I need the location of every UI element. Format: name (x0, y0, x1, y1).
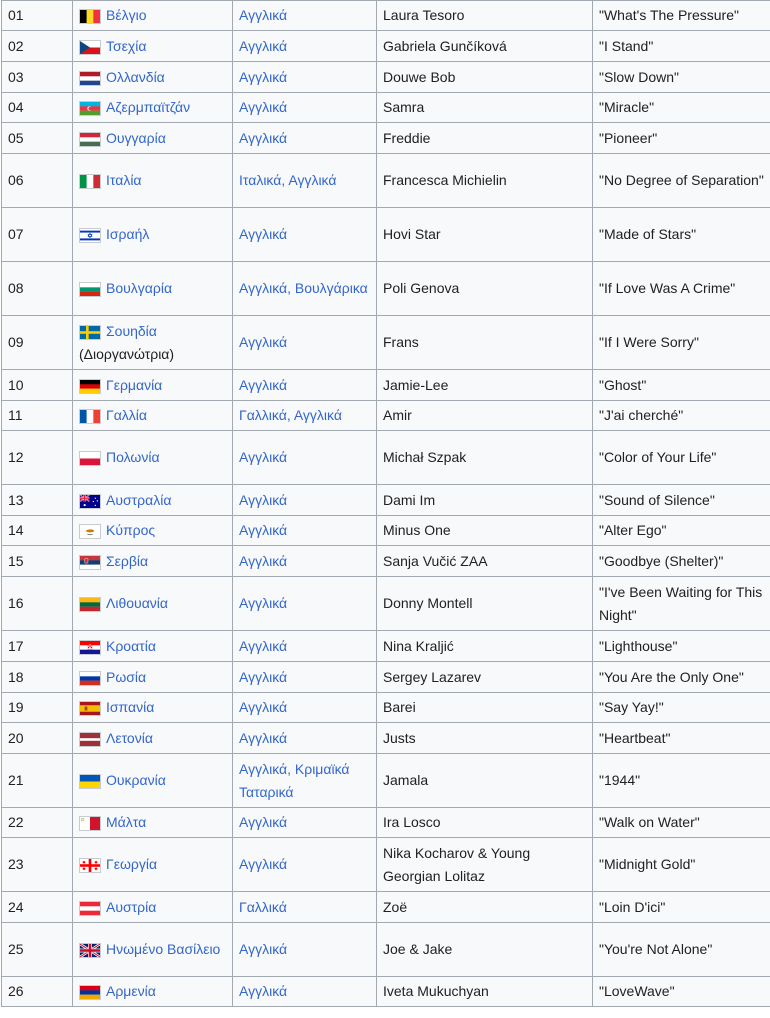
artist-name: Laura Tesoro (383, 7, 465, 23)
country-link[interactable]: Ουγγαρία (106, 129, 166, 146)
artist-cell (377, 754, 593, 808)
table-row (2, 516, 770, 546)
country-link[interactable]: Γαλλία (106, 407, 148, 423)
belgium-flag-icon (79, 9, 101, 24)
language-cell (233, 662, 377, 693)
song-title: "I Stand" (593, 31, 770, 62)
country-link[interactable]: Κύπρος (106, 522, 156, 538)
language-link[interactable]: Αγγλικά, Βουλγάρικα (239, 280, 368, 296)
country-cell (73, 62, 233, 93)
entry-number: 15 (2, 546, 73, 577)
language-link[interactable]: Αγγλικά (239, 668, 288, 685)
bulgaria-flag-icon (79, 282, 101, 297)
artist-name: Joe & Jake (383, 941, 453, 957)
artist-name: Douwe Bob (383, 68, 456, 85)
australia-flag-icon (79, 494, 101, 509)
artist-cell (377, 485, 593, 516)
table-row (2, 577, 770, 631)
country-cell (73, 485, 233, 516)
entry-number: 23 (2, 838, 73, 892)
czech-flag-icon (79, 40, 101, 55)
song-title: "If I Were Sorry" (593, 316, 770, 370)
artist-name: Hovi Star (383, 226, 441, 242)
malta-flag-icon (79, 816, 101, 831)
table-row (2, 485, 770, 516)
artist-cell (377, 208, 593, 262)
artist-name: Jamie-Lee (383, 376, 449, 393)
artist-name: Freddie (383, 129, 431, 146)
country-link[interactable]: Ηνωμένο Βασίλειο (106, 941, 221, 957)
language-cell (233, 808, 377, 838)
russia-flag-icon (79, 671, 101, 686)
country-cell (73, 808, 233, 838)
artist-cell (377, 977, 593, 1007)
artist-name: Nika Kocharov & Young Georgian Lolitaz (383, 844, 531, 884)
language-link[interactable]: Αγγλικά (239, 449, 288, 465)
language-link[interactable]: Αγγλικά (239, 729, 288, 746)
entries-table-body (2, 1, 770, 1007)
georgia-flag-icon (79, 858, 101, 873)
artist-cell (377, 693, 593, 723)
language-link[interactable]: Αγγλικά (239, 983, 288, 999)
country-link[interactable]: Αρμενία (106, 983, 156, 999)
artist-cell (377, 93, 593, 123)
table-row (2, 401, 770, 431)
table-row (2, 754, 770, 808)
country-cell (73, 838, 233, 892)
entry-number: 12 (2, 431, 73, 485)
artist-name: Dami Im (383, 491, 436, 508)
language-link[interactable]: Αγγλικά (239, 522, 288, 538)
croatia-flag-icon (79, 640, 101, 655)
country-link[interactable]: Ισπανία (106, 699, 155, 715)
artist-cell (377, 662, 593, 693)
country-cell (73, 123, 233, 154)
entry-number: 25 (2, 923, 73, 977)
artist-cell (377, 262, 593, 316)
entry-number: 01 (2, 1, 73, 31)
language-cell (233, 93, 377, 123)
song-title: "Sound of Silence" (593, 485, 770, 516)
table-row (2, 546, 770, 577)
table-row (2, 431, 770, 485)
host-note: (Διοργανώτρια) (79, 345, 175, 362)
language-cell (233, 892, 377, 923)
song-title: "Slow Down" (593, 62, 770, 93)
language-link[interactable]: Αγγλικά (239, 226, 288, 242)
entry-number: 10 (2, 370, 73, 401)
song-title: "Color of Your Life" (593, 431, 770, 485)
entry-number: 06 (2, 154, 73, 208)
language-cell (233, 31, 377, 62)
artist-name: Nina Kraljić (383, 637, 454, 654)
language-cell (233, 516, 377, 546)
song-title: "Made of Stars" (593, 208, 770, 262)
entry-number: 24 (2, 892, 73, 923)
country-link[interactable]: Ιταλία (106, 172, 142, 188)
entry-number: 07 (2, 208, 73, 262)
song-title: "Loin D'ici" (593, 892, 770, 923)
country-link[interactable]: Ισραήλ (106, 226, 150, 242)
song-title: "Ghost" (593, 370, 770, 401)
table-row (2, 923, 770, 977)
song-title: "Pioneer" (593, 123, 770, 154)
song-title: "You Are the Only One" (593, 662, 770, 693)
table-row (2, 370, 770, 401)
table-row (2, 316, 770, 370)
artist-cell (377, 892, 593, 923)
language-cell (233, 154, 377, 208)
netherlands-flag-icon (79, 71, 101, 86)
country-cell (73, 370, 233, 401)
entry-number: 11 (2, 401, 73, 431)
language-link[interactable]: Αγγλικά, Κριμαϊκά Ταταρικά (239, 760, 350, 800)
language-cell (233, 485, 377, 516)
country-cell (73, 977, 233, 1007)
entry-number: 03 (2, 62, 73, 93)
israel-flag-icon (79, 228, 101, 243)
country-link[interactable]: Γερμανία (106, 376, 163, 393)
country-cell (73, 923, 233, 977)
table-row (2, 208, 770, 262)
entry-number: 04 (2, 93, 73, 123)
song-title: "No Degree of Separation" (593, 154, 770, 208)
entry-number: 09 (2, 316, 73, 370)
artist-name: Sanja Vučić ZAA (383, 552, 488, 569)
language-link[interactable]: Αγγλικά (239, 941, 288, 957)
language-link[interactable]: Γαλλικά, Αγγλικά (239, 407, 342, 423)
artist-name: Frans (383, 334, 419, 350)
italy-flag-icon (79, 174, 101, 189)
language-cell (233, 838, 377, 892)
language-cell (233, 546, 377, 577)
song-title: "You're Not Alone" (593, 923, 770, 977)
poland-flag-icon (79, 451, 101, 466)
language-link[interactable]: Αγγλικά (239, 814, 288, 830)
artist-cell (377, 577, 593, 631)
uk-flag-icon (79, 943, 101, 958)
song-title: "Goodbye (Shelter)" (593, 546, 770, 577)
country-link[interactable]: Αυστρία (106, 898, 157, 915)
artist-name: Justs (383, 729, 416, 746)
country-link[interactable]: Ουκρανία (106, 772, 166, 788)
table-row (2, 123, 770, 154)
artist-name: Zoë (383, 898, 408, 915)
ukraine-flag-icon (79, 774, 101, 789)
song-title: "J'ai cherché" (593, 401, 770, 431)
country-cell (73, 754, 233, 808)
language-cell (233, 316, 377, 370)
entry-number: 02 (2, 31, 73, 62)
table-row (2, 631, 770, 662)
country-link[interactable]: Ολλανδία (106, 68, 165, 85)
country-cell (73, 546, 233, 577)
artist-cell (377, 31, 593, 62)
language-link[interactable]: Αγγλικά (239, 699, 288, 715)
language-cell (233, 1, 377, 31)
sweden-flag-icon (79, 325, 101, 340)
song-title: "Alter Ego" (593, 516, 770, 546)
artist-cell (377, 316, 593, 370)
artist-cell (377, 838, 593, 892)
artist-name: Michał Szpak (383, 449, 467, 465)
language-cell (233, 754, 377, 808)
country-cell (73, 93, 233, 123)
language-cell (233, 723, 377, 754)
artist-cell (377, 401, 593, 431)
table-row (2, 838, 770, 892)
language-link[interactable]: Γαλλικά (239, 898, 287, 915)
artist-cell (377, 631, 593, 662)
table-row (2, 977, 770, 1007)
lithuania-flag-icon (79, 597, 101, 612)
azerbaijan-flag-icon (79, 101, 101, 116)
country-cell (73, 693, 233, 723)
country-link[interactable]: Αζερμπαϊτζάν (106, 99, 191, 115)
country-cell (73, 662, 233, 693)
country-cell (73, 208, 233, 262)
hungary-flag-icon (79, 132, 101, 147)
language-cell (233, 401, 377, 431)
language-link[interactable]: Αγγλικά (239, 376, 288, 393)
artist-cell (377, 1, 593, 31)
artist-cell (377, 62, 593, 93)
spain-flag-icon (79, 701, 101, 716)
language-link[interactable]: Αγγλικά (239, 37, 288, 54)
entry-number: 17 (2, 631, 73, 662)
table-row (2, 31, 770, 62)
table-row (2, 808, 770, 838)
country-cell (73, 631, 233, 662)
song-title: "Heartbeat" (593, 723, 770, 754)
song-title: "1944" (593, 754, 770, 808)
table-row (2, 62, 770, 93)
country-cell (73, 31, 233, 62)
country-link[interactable]: Κροατία (106, 637, 156, 654)
song-title: "I've Been Waiting for This Night" (593, 577, 770, 631)
table-row (2, 262, 770, 316)
language-link[interactable]: Αγγλικά (239, 491, 288, 508)
country-link[interactable]: Βουλγαρία (106, 280, 173, 296)
artist-cell (377, 923, 593, 977)
language-link[interactable]: Αγγλικά (239, 334, 288, 350)
country-cell (73, 723, 233, 754)
entry-number: 05 (2, 123, 73, 154)
entry-number: 20 (2, 723, 73, 754)
song-title: "LoveWave" (593, 977, 770, 1007)
language-cell (233, 631, 377, 662)
artist-name: Donny Montell (383, 595, 473, 611)
artist-name: Gabriela Gunčíková (383, 37, 507, 54)
language-cell (233, 208, 377, 262)
artist-link[interactable]: Iveta Mukuchyan (383, 983, 489, 999)
language-link[interactable]: Αγγλικά (239, 856, 288, 872)
country-link[interactable]: Γεωργία (106, 856, 158, 872)
artist-cell (377, 370, 593, 401)
table-row (2, 693, 770, 723)
armenia-flag-icon (79, 985, 101, 1000)
entry-number: 21 (2, 754, 73, 808)
song-title: "Lighthouse" (593, 631, 770, 662)
table-row (2, 154, 770, 208)
song-title: "Walk on Water" (593, 808, 770, 838)
table-row (2, 93, 770, 123)
artist-name: Amir (383, 407, 412, 423)
artist-name: Poli Genova (383, 280, 460, 296)
germany-flag-icon (79, 379, 101, 394)
artist-name: Ira Losco (383, 814, 441, 830)
country-link[interactable]: Τσεχία (106, 37, 147, 54)
language-link[interactable]: Αγγλικά (239, 7, 288, 23)
language-cell (233, 923, 377, 977)
artist-cell (377, 808, 593, 838)
song-title: "Miracle" (593, 93, 770, 123)
artist-cell (377, 516, 593, 546)
table-row (2, 723, 770, 754)
artist-name: Francesca Michielin (383, 172, 507, 188)
artist-name: Jamala (383, 772, 429, 788)
language-link[interactable]: Αγγλικά (239, 552, 288, 569)
country-cell (73, 154, 233, 208)
country-link[interactable]: Σερβία (106, 552, 149, 569)
artist-cell (377, 723, 593, 754)
song-title: "What's The Pressure" (593, 1, 770, 31)
artist-cell (377, 431, 593, 485)
country-cell (73, 892, 233, 923)
artist-name: Barei (383, 699, 416, 715)
artist-cell (377, 123, 593, 154)
song-title: "If Love Was A Crime" (593, 262, 770, 316)
language-link[interactable]: Ιταλικά, Αγγλικά (239, 172, 337, 188)
language-link[interactable]: Αγγλικά (239, 68, 288, 85)
entry-number: 22 (2, 808, 73, 838)
entry-number: 14 (2, 516, 73, 546)
song-title: "Midnight Gold" (593, 838, 770, 892)
country-cell (73, 431, 233, 485)
country-link[interactable]: Λετονία (106, 729, 153, 746)
country-cell (73, 516, 233, 546)
country-link[interactable]: Λιθουανία (106, 595, 168, 611)
language-link[interactable]: Αγγλικά (239, 595, 288, 611)
cyprus-flag-icon (79, 524, 101, 539)
language-link[interactable]: Αγγλικά (239, 99, 288, 115)
entry-number: 26 (2, 977, 73, 1007)
artist-cell (377, 546, 593, 577)
france-flag-icon (79, 409, 101, 424)
country-link[interactable]: Σουηδία (106, 322, 157, 339)
language-cell (233, 370, 377, 401)
language-link[interactable]: Αγγλικά (239, 129, 288, 146)
artist-cell (377, 154, 593, 208)
table-row (2, 662, 770, 693)
language-cell (233, 693, 377, 723)
country-link[interactable]: Αυστραλία (106, 491, 172, 508)
language-cell (233, 123, 377, 154)
entry-number: 18 (2, 662, 73, 693)
country-cell (73, 577, 233, 631)
language-link[interactable]: Αγγλικά (239, 637, 288, 654)
language-cell (233, 977, 377, 1007)
entry-number: 13 (2, 485, 73, 516)
country-cell (73, 1, 233, 31)
language-cell (233, 431, 377, 485)
artist-name: Samra (383, 99, 425, 115)
country-cell (73, 316, 233, 370)
song-title: "Say Yay!" (593, 693, 770, 723)
entry-number: 19 (2, 693, 73, 723)
entries-table (1, 0, 770, 1007)
country-link[interactable]: Μάλτα (106, 814, 147, 830)
entry-number: 08 (2, 262, 73, 316)
table-row (2, 892, 770, 923)
latvia-flag-icon (79, 732, 101, 747)
country-cell (73, 262, 233, 316)
country-cell (73, 401, 233, 431)
artist-name: Minus One (383, 522, 451, 538)
table-row (2, 1, 770, 31)
language-cell (233, 62, 377, 93)
entry-number: 16 (2, 577, 73, 631)
language-cell (233, 262, 377, 316)
austria-flag-icon (79, 901, 101, 916)
country-link[interactable]: Βέλγιο (106, 7, 147, 23)
country-link[interactable]: Ρωσία (106, 668, 147, 685)
serbia-flag-icon (79, 555, 101, 570)
artist-link[interactable]: Sergey Lazarev (383, 668, 482, 685)
language-cell (233, 577, 377, 631)
country-link[interactable]: Πολωνία (106, 449, 160, 465)
